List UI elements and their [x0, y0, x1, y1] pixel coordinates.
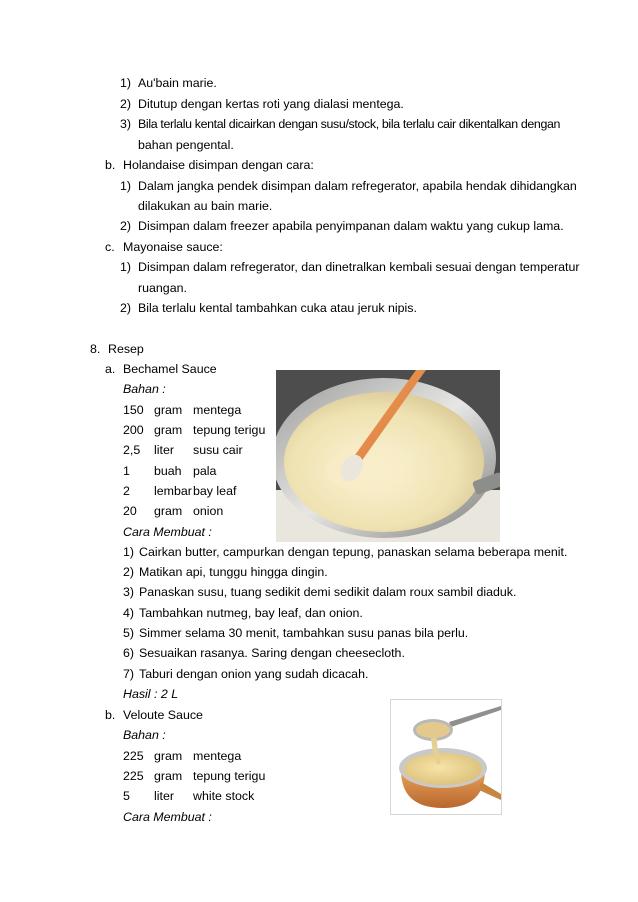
list-number: 3) [120, 117, 132, 131]
list-item: Dalam jangka pendek disimpan dalam refregerator, apabila hendak dihidangkan [138, 179, 577, 193]
list-letter: a. [105, 362, 116, 376]
ingredient-qty: 150 [123, 403, 144, 417]
list-number: 2) [120, 97, 132, 111]
ingredient-qty: 200 [123, 423, 144, 437]
bechamel-sauce-photo [276, 370, 500, 542]
ingredient-qty: 2 [123, 484, 130, 498]
step-text: Sesuaikan rasanya. Saring dengan cheesecloth. [139, 646, 405, 660]
ingredient-qty: 20 [123, 504, 137, 518]
ingredient-name: tepung terigu [193, 769, 266, 783]
list-number: 2) [120, 301, 132, 315]
list-item-continuation: bahan pengental. [138, 138, 234, 152]
step-number: 7) [123, 667, 135, 681]
method-label: Cara Membuat : [123, 810, 212, 824]
list-letter: b. [105, 708, 116, 722]
ingredient-qty: 2,5 [123, 443, 141, 457]
list-item: Au'bain marie. [138, 76, 217, 90]
ingredient-unit: lembar [154, 484, 192, 498]
ingredient-name: tepung terigu [193, 423, 266, 437]
ingredient-unit: gram [154, 749, 183, 763]
section-title: Resep [108, 342, 144, 356]
list-item-continuation: dilakukan au bain marie. [138, 199, 273, 213]
step-text: Panaskan susu, tuang sedikit demi sedikit dalam roux sambil diaduk. [139, 585, 517, 599]
list-number: 1) [120, 260, 132, 274]
ingredient-name: white stock [193, 789, 255, 803]
step-text: Matikan api, tunggu hingga dingin. [139, 565, 328, 579]
step-number: 1) [123, 545, 135, 559]
ingredient-unit: gram [154, 403, 183, 417]
ingredient-qty: 225 [123, 749, 144, 763]
ingredient-name: mentega [193, 749, 242, 763]
section-heading: Holandaise disimpan dengan cara: [123, 158, 314, 172]
ingredient-qty: 225 [123, 769, 144, 783]
recipe-title: Veloute Sauce [123, 708, 203, 722]
list-number: 1) [120, 179, 132, 193]
list-item-continuation: ruangan. [138, 281, 187, 295]
step-number: 2) [123, 565, 135, 579]
veloute-sauce-photo [390, 699, 502, 815]
list-number: 2) [120, 219, 132, 233]
ingredient-unit: liter [154, 789, 174, 803]
list-item: Bila terlalu kental dicairkan dengan susu/stock, bila terlalu cair dikentalkan dengan [138, 117, 561, 131]
section-heading: Mayonaise sauce: [123, 240, 223, 254]
step-number: 5) [123, 626, 135, 640]
step-number: 6) [123, 646, 135, 660]
step-number: 4) [123, 606, 135, 620]
section-number: 8. [90, 342, 101, 356]
list-letter: b. [105, 158, 116, 172]
ingredient-unit: gram [154, 769, 183, 783]
ingredient-unit: gram [154, 423, 183, 437]
step-number: 3) [123, 585, 135, 599]
list-item: Disimpan dalam freezer apabila penyimpanan dalam waktu yang cukup lama. [138, 219, 564, 233]
step-text: Cairkan butter, campurkan dengan tepung, panaskan selama beberapa menit. [139, 545, 568, 559]
ingredient-qty: 1 [123, 464, 130, 478]
ingredient-unit: liter [154, 443, 174, 457]
ingredient-name: susu cair [193, 443, 243, 457]
list-letter: c. [105, 240, 115, 254]
list-item: Disimpan dalam refregerator, dan dinetralkan kembali sesuai dengan temperatur [138, 260, 580, 274]
ingredients-label: Bahan : [123, 728, 166, 742]
recipe-title: Bechamel Sauce [123, 362, 217, 376]
list-item: Bila terlalu kental tambahkan cuka atau jeruk nipis. [138, 301, 417, 315]
ingredient-name: mentega [193, 403, 242, 417]
ingredients-label: Bahan : [123, 382, 166, 396]
list-number: 1) [120, 76, 132, 90]
ingredient-unit: gram [154, 504, 183, 518]
step-text: Simmer selama 30 menit, tambahkan susu panas bila perlu. [139, 626, 469, 640]
yield-text: Hasil : 2 L [123, 687, 179, 701]
ingredient-name: pala [193, 464, 217, 478]
step-text: Tambahkan nutmeg, bay leaf, dan onion. [139, 606, 363, 620]
list-item: Ditutup dengan kertas roti yang dialasi mentega. [138, 97, 404, 111]
ingredient-qty: 5 [123, 789, 130, 803]
ingredient-name: onion [193, 504, 224, 518]
ingredient-unit: buah [154, 464, 182, 478]
ingredient-name: bay leaf [193, 484, 237, 498]
method-label: Cara Membuat : [123, 525, 212, 539]
step-text: Taburi dengan onion yang sudah dicacah. [139, 667, 369, 681]
